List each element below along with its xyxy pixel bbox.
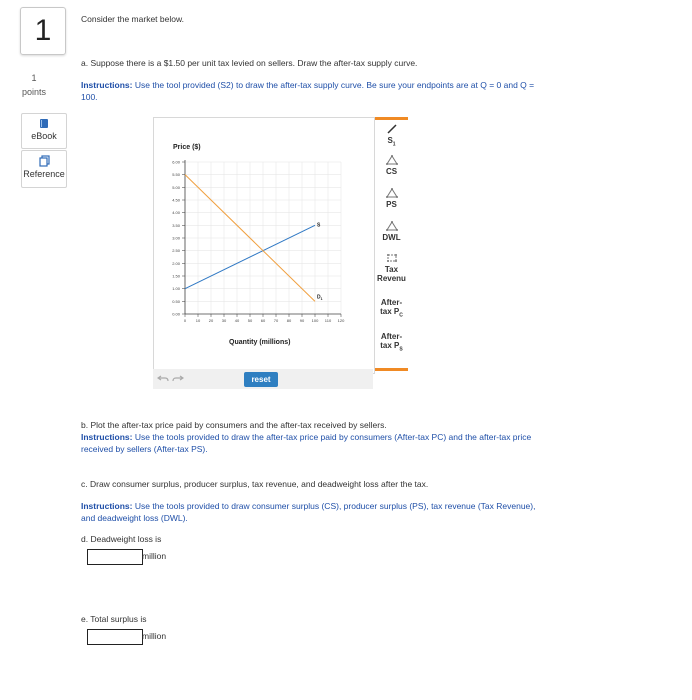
tool-sub: 1	[392, 141, 396, 148]
tool-ps[interactable]	[375, 188, 408, 209]
x-tick-label: 70	[273, 318, 279, 323]
book-icon	[39, 118, 49, 129]
points-value: 1	[31, 73, 37, 83]
y-tick-label: 3.00	[172, 235, 180, 241]
x-tick-label: 100	[311, 318, 319, 323]
x-tick-label: 50	[247, 318, 253, 323]
tool-supply-line[interactable]	[375, 124, 408, 150]
y-tick-label: 0.50	[172, 298, 180, 304]
graph-panel[interactable]	[153, 117, 375, 374]
part-a-instructions-label: Instructions:	[81, 80, 133, 90]
part-c-instructions-line1: Use the tools provided to draw consumer surplus (CS), producer surplus (PS), tax revenue (Tax Revenue),	[134, 501, 536, 511]
part-a-instructions-line2: 100.	[81, 92, 98, 102]
part-a-instructions	[81, 79, 611, 103]
x-tick-label: 40	[234, 318, 240, 323]
series-label-d1: $D_1$	[317, 294, 323, 301]
tool-label-2: Revenu	[377, 274, 406, 283]
part-d-label: d. Deadweight loss is	[81, 534, 162, 544]
y-tick-label: 2.00	[172, 260, 180, 266]
tool-label-2: tax P	[380, 307, 400, 316]
x-tick-label: 80	[286, 318, 292, 323]
series-label-subscript: 1	[320, 296, 323, 301]
x-tick-label: 30	[221, 318, 227, 323]
part-c-instructions-line2: and deadweight loss (DWL).	[81, 513, 188, 523]
tool-label: CS	[385, 167, 398, 176]
tool-sub: C	[399, 312, 403, 319]
triangle-tool-icon	[386, 155, 398, 165]
tool-label: After-	[380, 298, 403, 307]
tool-label: After-	[380, 332, 403, 341]
triangle-tool-icon	[386, 188, 398, 198]
part-d-unit: million	[142, 551, 167, 561]
supply-demand-chart[interactable]	[154, 118, 374, 368]
y-tick-label: 0.00	[172, 311, 180, 317]
y-tick-label: 1.00	[172, 286, 180, 292]
reset-button[interactable]: reset	[244, 372, 278, 387]
y-tick-label: 2.50	[172, 248, 180, 254]
part-c-instructions-label: Instructions:	[81, 501, 133, 511]
y-tick-label: 3.50	[172, 222, 180, 228]
series-label-s: S	[317, 222, 321, 229]
triangle-tool-icon	[386, 221, 398, 231]
x-tick-label: 120	[337, 318, 345, 323]
question-number: 1	[20, 7, 66, 55]
y-axis-label: Price ($)	[173, 144, 201, 151]
tool-tax-revenue[interactable]	[375, 253, 408, 283]
part-b-instructions-line1: Use the tools provided to draw the after-tax price paid by consumers (After-tax PC) and the after-tax price	[134, 432, 532, 442]
x-tick-label: 20	[208, 318, 214, 323]
x-tick-label: 60	[260, 318, 266, 323]
y-tick-label: 5.50	[172, 172, 180, 178]
x-tick-label: 10	[195, 318, 201, 323]
grid-lines	[185, 162, 341, 314]
part-e-label: e. Total surplus is	[81, 614, 147, 624]
part-b-text: b. Plot the after-tax price paid by consumers and the after-tax received by sellers.	[81, 420, 387, 430]
rectangle-tool-icon	[386, 253, 398, 263]
x-tick-label: 110	[324, 318, 332, 323]
part-c-text: c. Draw consumer surplus, producer surplus, tax revenue, and deadweight loss after the tax.	[81, 479, 429, 489]
part-b-block	[81, 419, 611, 455]
part-e-unit: million	[142, 631, 167, 641]
points-label: points	[21, 87, 47, 97]
reference-button[interactable]	[21, 150, 67, 188]
tool-label: Tax	[384, 265, 399, 274]
part-c-instructions	[81, 500, 611, 524]
points-info	[14, 71, 54, 99]
y-tick-label: 4.00	[172, 210, 180, 216]
undo-icon[interactable]	[157, 373, 169, 383]
reference-icon	[39, 155, 50, 167]
deadweight-loss-input[interactable]	[87, 549, 143, 565]
reference-label: Reference	[23, 169, 65, 179]
x-tick-label: 0	[183, 318, 187, 323]
part-b-instructions-line2: received by sellers (After-tax PS).	[81, 444, 208, 454]
part-a-text: a. Suppose there is a $1.50 per unit tax levied on sellers. Draw the after-tax supply curve.	[81, 58, 418, 68]
tool-sub: S	[399, 346, 403, 353]
y-tick-label: 6.00	[172, 159, 180, 165]
tool-cs[interactable]	[375, 155, 408, 176]
y-tick-label: 1.50	[172, 273, 180, 279]
tool-dwl[interactable]	[375, 221, 408, 242]
total-surplus-input[interactable]	[87, 629, 143, 645]
question-prompt: Consider the market below.	[81, 14, 184, 24]
part-b-instructions-label: Instructions:	[81, 432, 133, 442]
tool-label-2: tax P	[380, 341, 400, 350]
tool-after-tax-ps[interactable]	[375, 332, 408, 355]
redo-icon[interactable]	[172, 373, 184, 383]
part-b-instructions	[81, 432, 531, 454]
ebook-button[interactable]	[21, 113, 67, 149]
tool-label: S	[387, 136, 393, 145]
tool-label: PS	[386, 200, 397, 209]
tool-after-tax-pc[interactable]	[375, 298, 408, 321]
x-axis-label: Quantity (millions)	[229, 339, 291, 346]
tool-palette	[375, 117, 408, 371]
y-tick-label: 5.00	[172, 184, 180, 190]
ebook-label: eBook	[31, 131, 57, 141]
line-tool-icon	[386, 124, 398, 134]
part-a-instructions-line1: Use the tool provided (S2) to draw the after-tax supply curve. Be sure your endpoints are at Q = 0 and Q =	[134, 80, 535, 90]
x-tick-label: 90	[299, 318, 305, 323]
y-tick-label: 4.50	[172, 197, 180, 203]
tool-label: DWL	[382, 233, 401, 242]
